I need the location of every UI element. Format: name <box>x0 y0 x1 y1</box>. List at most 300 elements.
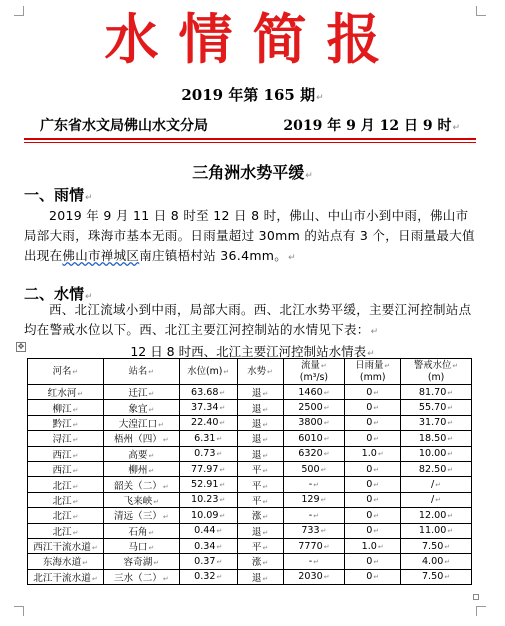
table-cell-warn[interactable] <box>401 523 472 538</box>
cell-mark-icon: ↵ <box>262 420 269 429</box>
table-cell-station-text: 容奇湖 <box>123 557 153 569</box>
table-row <box>28 477 472 492</box>
rain-paragraph[interactable] <box>24 206 476 268</box>
table-row <box>28 461 472 476</box>
table-cell-trend[interactable] <box>237 431 283 446</box>
cell-mark-icon: ↵ <box>148 544 155 553</box>
cell-mark-icon: ↵ <box>262 528 269 537</box>
header-rain[interactable] <box>345 359 401 385</box>
table-row <box>28 508 472 523</box>
publish-datetime <box>283 115 460 135</box>
table-cell-warn[interactable] <box>401 446 472 461</box>
table-cell-station-text: 三水（二） <box>113 572 162 584</box>
table-cell-river-text: 红水河 <box>47 388 77 400</box>
cell-mark-icon: ↵ <box>216 573 223 582</box>
table-cell-warn[interactable] <box>401 569 472 584</box>
cell-mark-icon: ↵ <box>262 482 269 491</box>
table-cell-level-text: 6.31 <box>194 432 216 444</box>
cell-mark-icon: ↵ <box>313 481 320 490</box>
table-cell-rain[interactable] <box>345 477 401 492</box>
cell-mark-icon: ↵ <box>320 362 327 370</box>
cell-mark-icon: ↵ <box>72 513 79 522</box>
table-cell-river-text: 浔江 <box>52 434 72 446</box>
cell-mark-icon: ↵ <box>77 390 84 399</box>
cell-mark-icon: ↵ <box>267 367 273 376</box>
cell-mark-icon: ↵ <box>373 481 380 490</box>
table-cell-river[interactable] <box>28 446 104 461</box>
table-cell-trend[interactable] <box>237 461 283 476</box>
header-station-text: 站名 <box>128 365 148 377</box>
table-cell-station[interactable] <box>103 554 179 569</box>
table-cell-river[interactable] <box>28 554 104 569</box>
table-cell-trend[interactable] <box>237 385 283 400</box>
cell-mark-icon: ↵ <box>373 404 380 413</box>
table-cell-station[interactable] <box>103 415 179 430</box>
cell-mark-icon: ↵ <box>72 467 79 476</box>
table-cell-flow-text: - <box>308 479 313 491</box>
issue-number[interactable] <box>0 84 505 105</box>
table-cell-trend[interactable] <box>237 523 283 538</box>
cell-mark-icon: ↵ <box>219 404 226 413</box>
table-cell-level-text: 52.91 <box>191 479 219 491</box>
table-cell-flow[interactable] <box>283 477 345 492</box>
table-cell-river[interactable] <box>28 461 104 476</box>
table-cell-trend[interactable] <box>237 554 283 569</box>
table-cell-level-text: 37.34 <box>191 402 219 414</box>
cell-mark-icon: ↵ <box>373 573 380 582</box>
cell-mark-icon: ↵ <box>313 557 320 566</box>
water-paragraph[interactable] <box>24 300 476 342</box>
table-cell-rain-text: 0 <box>366 494 373 506</box>
table-row <box>28 446 472 461</box>
table-cell-level[interactable] <box>179 400 237 415</box>
table-cell-station[interactable] <box>103 431 179 446</box>
table-cell-trend-text: 退 <box>251 403 262 415</box>
header-trend-text: 水势 <box>247 365 267 377</box>
table-cell-warn[interactable] <box>401 385 472 400</box>
table-cell-river-text: 东海水道 <box>42 557 82 569</box>
table-cell-flow-text: 3800 <box>298 417 323 429</box>
table-cell-trend[interactable] <box>237 508 283 523</box>
table-cell-trend-text: 退 <box>251 388 262 400</box>
cell-mark-icon: ↵ <box>72 451 79 460</box>
table-row <box>28 400 472 415</box>
cell-mark-icon: ↵ <box>219 388 226 397</box>
cell-mark-icon: ↵ <box>447 527 454 536</box>
table-cell-warn-text: 4.00 <box>421 555 444 567</box>
table-cell-flow-text: 733 <box>301 525 320 537</box>
red-divider <box>24 138 476 140</box>
table-cell-level[interactable] <box>179 385 237 400</box>
table-cell-warn[interactable] <box>401 508 472 523</box>
table-cell-station-text: 梧州（四） <box>113 434 162 446</box>
table-cell-station-text: 韶关（二） <box>113 480 162 492</box>
table-caption-text: 12 日 8 时西、北江主要江河控制站水情表 <box>130 344 367 359</box>
cell-mark-icon: ↵ <box>447 419 454 428</box>
cell-mark-icon: ↵ <box>262 405 269 414</box>
table-cell-trend[interactable] <box>237 477 283 492</box>
cell-mark-icon: ↵ <box>452 362 459 370</box>
cell-mark-icon: ↵ <box>162 513 169 522</box>
cell-mark-icon: ↵ <box>91 544 98 553</box>
table-row <box>28 385 472 400</box>
table-cell-station-text: 石角 <box>128 526 148 538</box>
cell-mark-icon: ↵ <box>148 405 155 414</box>
table-cell-station-text: 飞来峡 <box>123 495 153 507</box>
table-cell-river[interactable] <box>28 508 104 523</box>
paragraph-mark-icon: ↵ <box>85 292 93 302</box>
table-cell-river[interactable] <box>28 385 104 400</box>
table-cell-river[interactable] <box>28 431 104 446</box>
table-cell-rain[interactable] <box>345 415 401 430</box>
table-cell-warn-text: 82.50 <box>418 463 447 475</box>
cell-mark-icon: ↵ <box>219 465 226 474</box>
header-flow[interactable] <box>283 359 345 385</box>
table-cell-flow-text: 6010 <box>298 432 323 444</box>
table-cell-flow-text: 7770 <box>298 540 323 552</box>
header-flow-unit: (m³/s) <box>299 372 329 383</box>
cell-mark-icon: ↵ <box>435 481 442 490</box>
table-row <box>28 523 472 538</box>
table-cell-rain[interactable] <box>345 508 401 523</box>
table-cell-level[interactable] <box>179 477 237 492</box>
cell-mark-icon: ↵ <box>148 390 155 399</box>
table-cell-warn-text: 11.00 <box>418 525 447 537</box>
table-cell-level-text: 0.32 <box>194 571 216 583</box>
table-body <box>28 385 472 585</box>
table-cell-station-text: 迁江 <box>128 388 148 400</box>
table-cell-station-text: 高要 <box>128 449 148 461</box>
table-cell-rain-text: 0 <box>366 555 373 567</box>
paragraph-mark-icon: ↵ <box>288 253 296 263</box>
table-cell-flow[interactable] <box>283 415 345 430</box>
cell-mark-icon: ↵ <box>323 450 330 459</box>
table-cell-warn-text: 18.50 <box>418 432 447 444</box>
table-cell-trend[interactable] <box>237 400 283 415</box>
cell-mark-icon: ↵ <box>373 465 380 474</box>
table-cell-flow[interactable] <box>283 538 345 553</box>
table-cell-warn-text: 55.70 <box>418 402 447 414</box>
cell-mark-icon: ↵ <box>219 419 226 428</box>
page-corner-mark <box>476 606 486 616</box>
cell-mark-icon: ↵ <box>223 367 230 376</box>
table-cell-warn-text: 7.50 <box>421 540 444 552</box>
table-cell-flow[interactable] <box>283 400 345 415</box>
cell-mark-icon: ↵ <box>320 465 327 474</box>
table-cell-level[interactable] <box>179 492 237 507</box>
cell-mark-icon: ↵ <box>216 557 223 566</box>
rain-text-c: 南庄镇梧村站 36.4mm。 <box>139 248 288 263</box>
table-cell-rain-text: 0 <box>366 525 373 537</box>
table-cell-river[interactable] <box>28 492 104 507</box>
table-cell-station[interactable] <box>103 523 179 538</box>
table-cell-flow-text: 2500 <box>298 402 323 414</box>
header-warning-unit: (m) <box>427 372 445 383</box>
table-cell-flow[interactable] <box>283 461 345 476</box>
table-cell-rain[interactable] <box>345 431 401 446</box>
table-cell-level[interactable] <box>179 538 237 553</box>
header-river-text: 河名 <box>52 365 72 377</box>
table-cell-flow-text: 2030 <box>298 571 323 583</box>
table-cell-river-text: 北江干流水道 <box>33 572 91 584</box>
table-cell-trend-text: 涨 <box>251 511 262 523</box>
header-warning-text: 警戒水位 <box>413 360 452 371</box>
table-cell-rain[interactable] <box>345 400 401 415</box>
cell-mark-icon: ↵ <box>148 467 155 476</box>
cell-mark-icon: ↵ <box>262 436 269 445</box>
table-end-marker <box>473 594 479 600</box>
table-cell-level[interactable] <box>179 461 237 476</box>
cell-mark-icon: ↵ <box>435 496 442 505</box>
table-cell-warn-text: 31.70 <box>418 417 447 429</box>
cell-mark-icon: ↵ <box>262 574 269 583</box>
table-cell-warn[interactable] <box>401 538 472 553</box>
table-cell-station[interactable] <box>103 477 179 492</box>
table-cell-river-text: 西江干流水道 <box>33 542 91 554</box>
table-cell-station[interactable] <box>103 508 179 523</box>
table-cell-warn[interactable] <box>401 492 472 507</box>
cell-mark-icon: ↵ <box>323 573 330 582</box>
table-cell-rain[interactable] <box>345 461 401 476</box>
table-cell-rain[interactable] <box>345 492 401 507</box>
cell-mark-icon: ↵ <box>216 527 223 536</box>
table-cell-flow-text: 500 <box>301 463 320 475</box>
cell-mark-icon: ↵ <box>444 557 451 566</box>
table-cell-flow[interactable] <box>283 569 345 584</box>
cell-mark-icon: ↵ <box>320 527 327 536</box>
cell-mark-icon: ↵ <box>384 362 391 370</box>
table-cell-station-text: 大湟江口 <box>118 418 158 430</box>
cell-mark-icon: ↵ <box>373 434 380 443</box>
table-cell-level[interactable] <box>179 554 237 569</box>
cell-mark-icon: ↵ <box>323 388 330 397</box>
section-heading-water-text: 二、水情 <box>24 285 85 303</box>
table-cell-station[interactable] <box>103 461 179 476</box>
cell-mark-icon: ↵ <box>373 557 380 566</box>
cell-mark-icon: ↵ <box>262 559 269 568</box>
cell-mark-icon: ↵ <box>162 436 169 445</box>
table-cell-warn[interactable] <box>401 461 472 476</box>
table-cell-station[interactable] <box>103 538 179 553</box>
table-cell-warn-text: / <box>431 479 435 491</box>
table-cell-trend-text: 退 <box>251 572 262 584</box>
table-cell-level-text: 0.34 <box>194 540 216 552</box>
table-cell-trend-text: 平 <box>251 465 262 477</box>
cell-mark-icon: ↵ <box>323 434 330 443</box>
cell-mark-icon: ↵ <box>447 450 454 459</box>
table-cell-river[interactable] <box>28 400 104 415</box>
cell-mark-icon: ↵ <box>262 467 269 476</box>
section-heading-rain-text: 一、雨情 <box>24 186 85 204</box>
table-cell-river[interactable] <box>28 569 104 584</box>
header-level-text: 水位(m) <box>187 365 223 377</box>
table-cell-rain-text: 1.0 <box>361 540 377 552</box>
cell-mark-icon: ↵ <box>447 404 454 413</box>
cell-mark-icon: ↵ <box>444 542 451 551</box>
cell-mark-icon: ↵ <box>158 420 164 429</box>
table-cell-station[interactable] <box>103 385 179 400</box>
table-cell-level-text: 0.44 <box>194 525 216 537</box>
table-cell-warn[interactable] <box>401 415 472 430</box>
cell-mark-icon: ↵ <box>162 482 169 491</box>
cell-mark-icon: ↵ <box>447 434 454 443</box>
headline-text: 三角洲水势平缓 <box>192 163 305 182</box>
cell-mark-icon: ↵ <box>444 573 451 582</box>
table-cell-level[interactable] <box>179 446 237 461</box>
table-cell-trend[interactable] <box>237 538 283 553</box>
table-cell-flow-text: 1460 <box>298 386 323 398</box>
cell-mark-icon: ↵ <box>148 367 155 376</box>
cell-mark-icon: ↵ <box>323 419 330 428</box>
cell-mark-icon: ↵ <box>216 450 223 459</box>
water-text: 西、北江流域小到中雨，局部大雨。西、北江水势平缓，主要江河控制站点均在警戒水位以下。西、北江主要江河控制站的水情见下表： <box>24 302 472 337</box>
header-flow-text: 流量 <box>301 360 320 371</box>
cell-mark-icon: ↵ <box>262 390 269 399</box>
report-title[interactable]: 水情简报 <box>104 7 401 71</box>
table-cell-trend-text: 平 <box>251 495 262 507</box>
table-cell-station[interactable] <box>103 492 179 507</box>
table-cell-warn[interactable] <box>401 431 472 446</box>
table-cell-rain[interactable] <box>345 538 401 553</box>
issue-number-text: 2019 年第 165 期 <box>181 86 316 104</box>
table-cell-level[interactable] <box>179 569 237 584</box>
table-cell-rain[interactable] <box>345 446 401 461</box>
table-cell-trend[interactable] <box>237 415 283 430</box>
paragraph-mark-icon: ↵ <box>305 171 313 181</box>
table-cell-station-text: 象宜 <box>128 403 148 415</box>
table-cell-level-text: 63.68 <box>191 386 219 398</box>
table-row <box>28 569 472 584</box>
table-cell-warn-text: 7.50 <box>421 571 444 583</box>
header-station[interactable] <box>103 359 179 385</box>
table-cell-trend-text: 平 <box>251 542 262 554</box>
table-cell-flow[interactable] <box>283 492 345 507</box>
table-cell-rain-text: 0 <box>366 463 373 475</box>
cell-mark-icon: ↵ <box>323 404 330 413</box>
cell-mark-icon: ↵ <box>219 511 226 520</box>
table-cell-flow[interactable] <box>283 431 345 446</box>
cell-mark-icon: ↵ <box>72 436 79 445</box>
table-cell-level[interactable] <box>179 431 237 446</box>
headline[interactable] <box>0 160 505 183</box>
table-cell-warn-text: / <box>431 494 435 506</box>
cell-mark-icon: ↵ <box>313 511 320 520</box>
table-cell-flow-text: - <box>308 509 313 521</box>
section-heading-rain[interactable] <box>24 184 93 205</box>
table-cell-trend-text: 退 <box>251 418 262 430</box>
table-cell-level[interactable] <box>179 523 237 538</box>
table-row <box>28 431 472 446</box>
cell-mark-icon: ↵ <box>216 542 223 551</box>
table-cell-rain[interactable] <box>345 523 401 538</box>
header-river[interactable] <box>28 359 104 385</box>
table-cell-river-text: 北江 <box>52 495 72 507</box>
table-cell-station[interactable] <box>103 446 179 461</box>
table-cell-rain-text: 0 <box>366 432 373 444</box>
header-trend[interactable] <box>237 359 283 385</box>
table-cell-trend[interactable] <box>237 569 283 584</box>
table-cell-trend[interactable] <box>237 446 283 461</box>
table-cell-flow[interactable] <box>283 554 345 569</box>
cell-mark-icon: ↵ <box>262 513 269 522</box>
table-header-row <box>28 359 472 385</box>
table-cell-trend-text: 涨 <box>251 557 262 569</box>
cell-mark-icon: ↵ <box>373 419 380 428</box>
cell-mark-icon: ↵ <box>219 496 226 505</box>
cell-mark-icon: ↵ <box>373 496 380 505</box>
paragraph-mark-icon: ↵ <box>452 123 460 133</box>
header-rain-text: 日雨量 <box>355 360 384 371</box>
rain-text-district: 佛山市禅城区 <box>62 248 140 263</box>
table-cell-station[interactable] <box>103 400 179 415</box>
table-cell-level[interactable] <box>179 415 237 430</box>
table-row <box>28 554 472 569</box>
table-cell-station[interactable] <box>103 569 179 584</box>
table-cell-rain[interactable] <box>345 554 401 569</box>
table-move-handle-icon[interactable]: ✥ <box>17 342 25 351</box>
table-cell-level-text: 0.37 <box>194 555 216 567</box>
header-level[interactable] <box>179 359 237 385</box>
cell-mark-icon: ↵ <box>447 511 454 520</box>
table-cell-river[interactable] <box>28 415 104 430</box>
publish-datetime-text: 2019 年 9 月 12 日 9 时 <box>283 118 452 134</box>
cell-mark-icon: ↵ <box>447 388 454 397</box>
table-cell-trend[interactable] <box>237 492 283 507</box>
header-warning[interactable] <box>401 359 472 385</box>
publisher-line[interactable] <box>40 115 460 135</box>
table-cell-level[interactable] <box>179 508 237 523</box>
table-cell-warn-text: 10.00 <box>418 448 447 460</box>
table-cell-warn[interactable] <box>401 554 472 569</box>
table-cell-level-text: 0.73 <box>194 448 216 460</box>
page-corner-mark <box>14 606 24 616</box>
table-row <box>28 415 472 430</box>
table-cell-warn[interactable] <box>401 477 472 492</box>
table-cell-rain[interactable] <box>345 385 401 400</box>
table-cell-rain-text: 0 <box>366 386 373 398</box>
cell-mark-icon: ↵ <box>262 497 269 506</box>
cell-mark-icon: ↵ <box>72 497 79 506</box>
paragraph-mark-icon: ↵ <box>367 349 375 359</box>
table-cell-flow-text: 129 <box>301 494 320 506</box>
table-cell-warn[interactable] <box>401 400 472 415</box>
cell-mark-icon: ↵ <box>377 542 384 551</box>
table-cell-river-text: 北江 <box>52 480 72 492</box>
cell-mark-icon: ↵ <box>216 434 223 443</box>
cell-mark-icon: ↵ <box>320 496 327 505</box>
cell-mark-icon: ↵ <box>162 574 169 583</box>
table-cell-station-text: 马口 <box>128 542 148 554</box>
table-cell-level-text: 10.23 <box>191 494 219 506</box>
table-cell-rain[interactable] <box>345 569 401 584</box>
cell-mark-icon: ↵ <box>262 451 269 460</box>
table-cell-river-text: 北江 <box>52 526 72 538</box>
water-level-table[interactable] <box>27 358 472 585</box>
table-cell-flow[interactable] <box>283 508 345 523</box>
table-cell-warn-text: 12.00 <box>418 509 447 521</box>
table-cell-rain-text: 0 <box>366 479 373 491</box>
table-cell-flow[interactable] <box>283 446 345 461</box>
table-cell-river[interactable] <box>28 477 104 492</box>
table-cell-flow[interactable] <box>283 523 345 538</box>
table-cell-river-text: 北江 <box>52 511 72 523</box>
table-cell-river[interactable] <box>28 538 104 553</box>
cell-mark-icon: ↵ <box>91 574 98 583</box>
table-cell-flow[interactable] <box>283 385 345 400</box>
table-cell-rain-text: 0 <box>366 402 373 414</box>
table-cell-river[interactable] <box>28 523 104 538</box>
table-cell-warn-text: 81.70 <box>418 386 447 398</box>
